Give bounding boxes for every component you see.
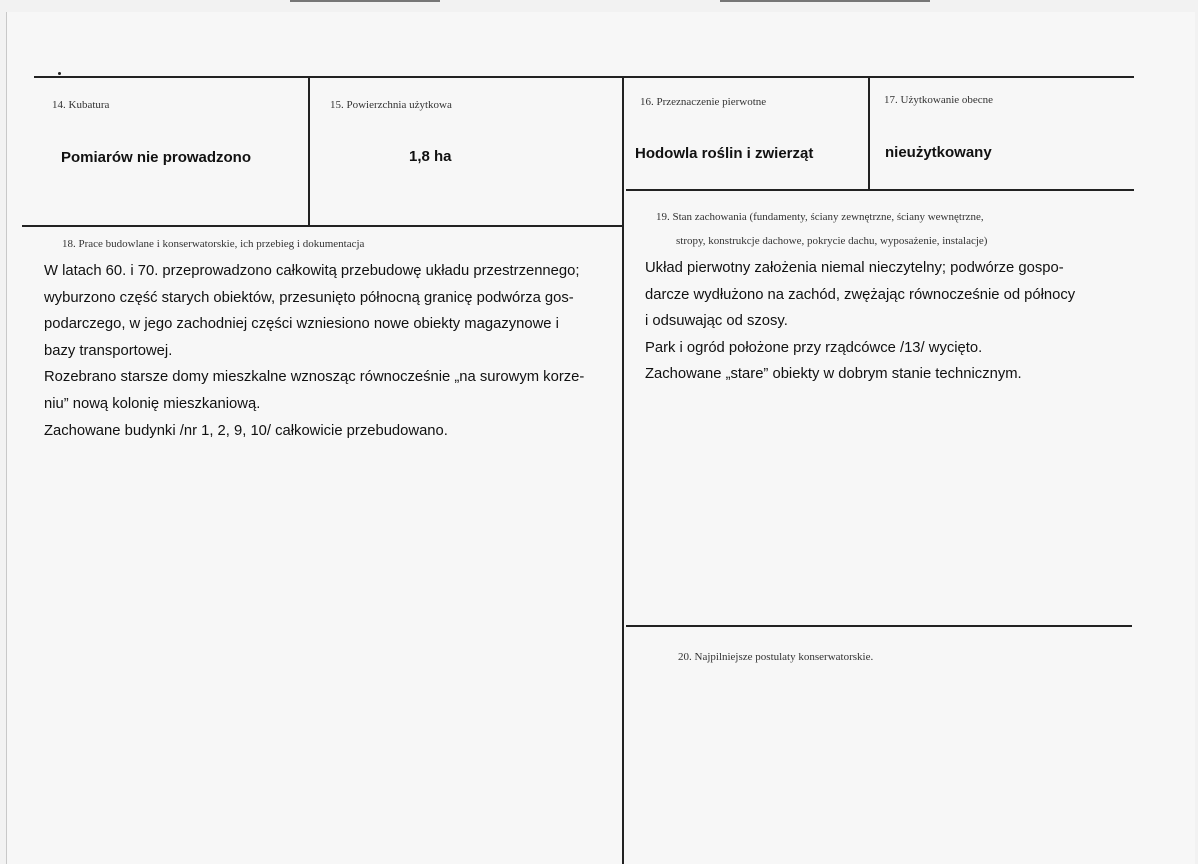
field-18-line: Zachowane budynki /nr 1, 2, 9, 10/ całkowicie przebudowano. xyxy=(44,422,448,439)
field-18-line: podarczego, w jego zachodniej części wzniesiono nowe obiekty magazynowe i xyxy=(44,316,559,333)
divider-14-15 xyxy=(308,78,310,226)
center-divider xyxy=(622,78,624,864)
top-edge-mark-left xyxy=(290,0,440,2)
field-18-line: Rozebrano starsze domy mieszkalne wznosząc równocześnie „na surowym korze- xyxy=(44,369,585,386)
field-15-label: 15. Powierzchnia użytkowa xyxy=(330,99,452,111)
field-18-line: W latach 60. i 70. przeprowadzono całkowitą przebudowę układu przestrzennego; xyxy=(44,263,580,279)
field-19-line: Zachowane „stare” obiekty w dobrym stanie technicznym. xyxy=(645,366,1022,383)
field-17-value: nieużytkowany xyxy=(885,144,992,161)
field-18-text xyxy=(44,258,584,444)
field-14-label: 14. Kubatura xyxy=(52,99,110,111)
field-16-value: Hodowla roślin i zwierząt xyxy=(635,145,814,162)
field-18-label: 18. Prace budowlane i konserwatorskie, ich przebieg i dokumentacja xyxy=(62,238,365,250)
field-19-text xyxy=(645,255,1075,388)
rule-under-16-17 xyxy=(626,189,1134,191)
field-19-line: Park i ogród położone przy rządcówce /13/ wycięto. xyxy=(645,339,983,356)
rule-above-20 xyxy=(626,625,1132,627)
field-19-line: Układ pierwotny założenia niemal nieczytelny; podwórze gospo- xyxy=(645,260,1064,276)
field-19-line: i odsuwając od szosy. xyxy=(645,313,788,330)
field-18-line: bazy transportowej. xyxy=(44,342,173,359)
top-edge-mark-right xyxy=(720,0,930,2)
field-19-label-line1: 19. Stan zachowania (fundamenty, ściany zewnętrzne, ściany wewnętrzne, xyxy=(656,211,984,223)
divider-16-17 xyxy=(868,78,870,190)
field-19-line: darcze wydłużono na zachód, zwężając równocześnie od północy xyxy=(645,286,1076,303)
field-17-label: 17. Użytkowanie obecne xyxy=(884,94,994,106)
rule-under-14-15 xyxy=(22,225,624,227)
field-15-value: 1,8 ha xyxy=(409,148,452,165)
top-rule xyxy=(34,76,1134,78)
field-18-line: niu” nową kolonię mieszkaniową. xyxy=(44,395,261,412)
field-20-label: 20. Najpilniejsze postulaty konserwatorskie. xyxy=(678,651,874,663)
field-16-label: 16. Przeznaczenie pierwotne xyxy=(640,96,767,108)
field-18-line: wyburzono część starych obiektów, przesunięto północną granicę podwórza gos- xyxy=(44,289,574,306)
field-14-value: Pomiarów nie prowadzono xyxy=(61,149,252,166)
field-19-label-line2: stropy, konstrukcje dachowe, pokrycie dachu, wyposażenie, instalacje) xyxy=(676,235,988,247)
bullet-mark xyxy=(58,72,61,75)
